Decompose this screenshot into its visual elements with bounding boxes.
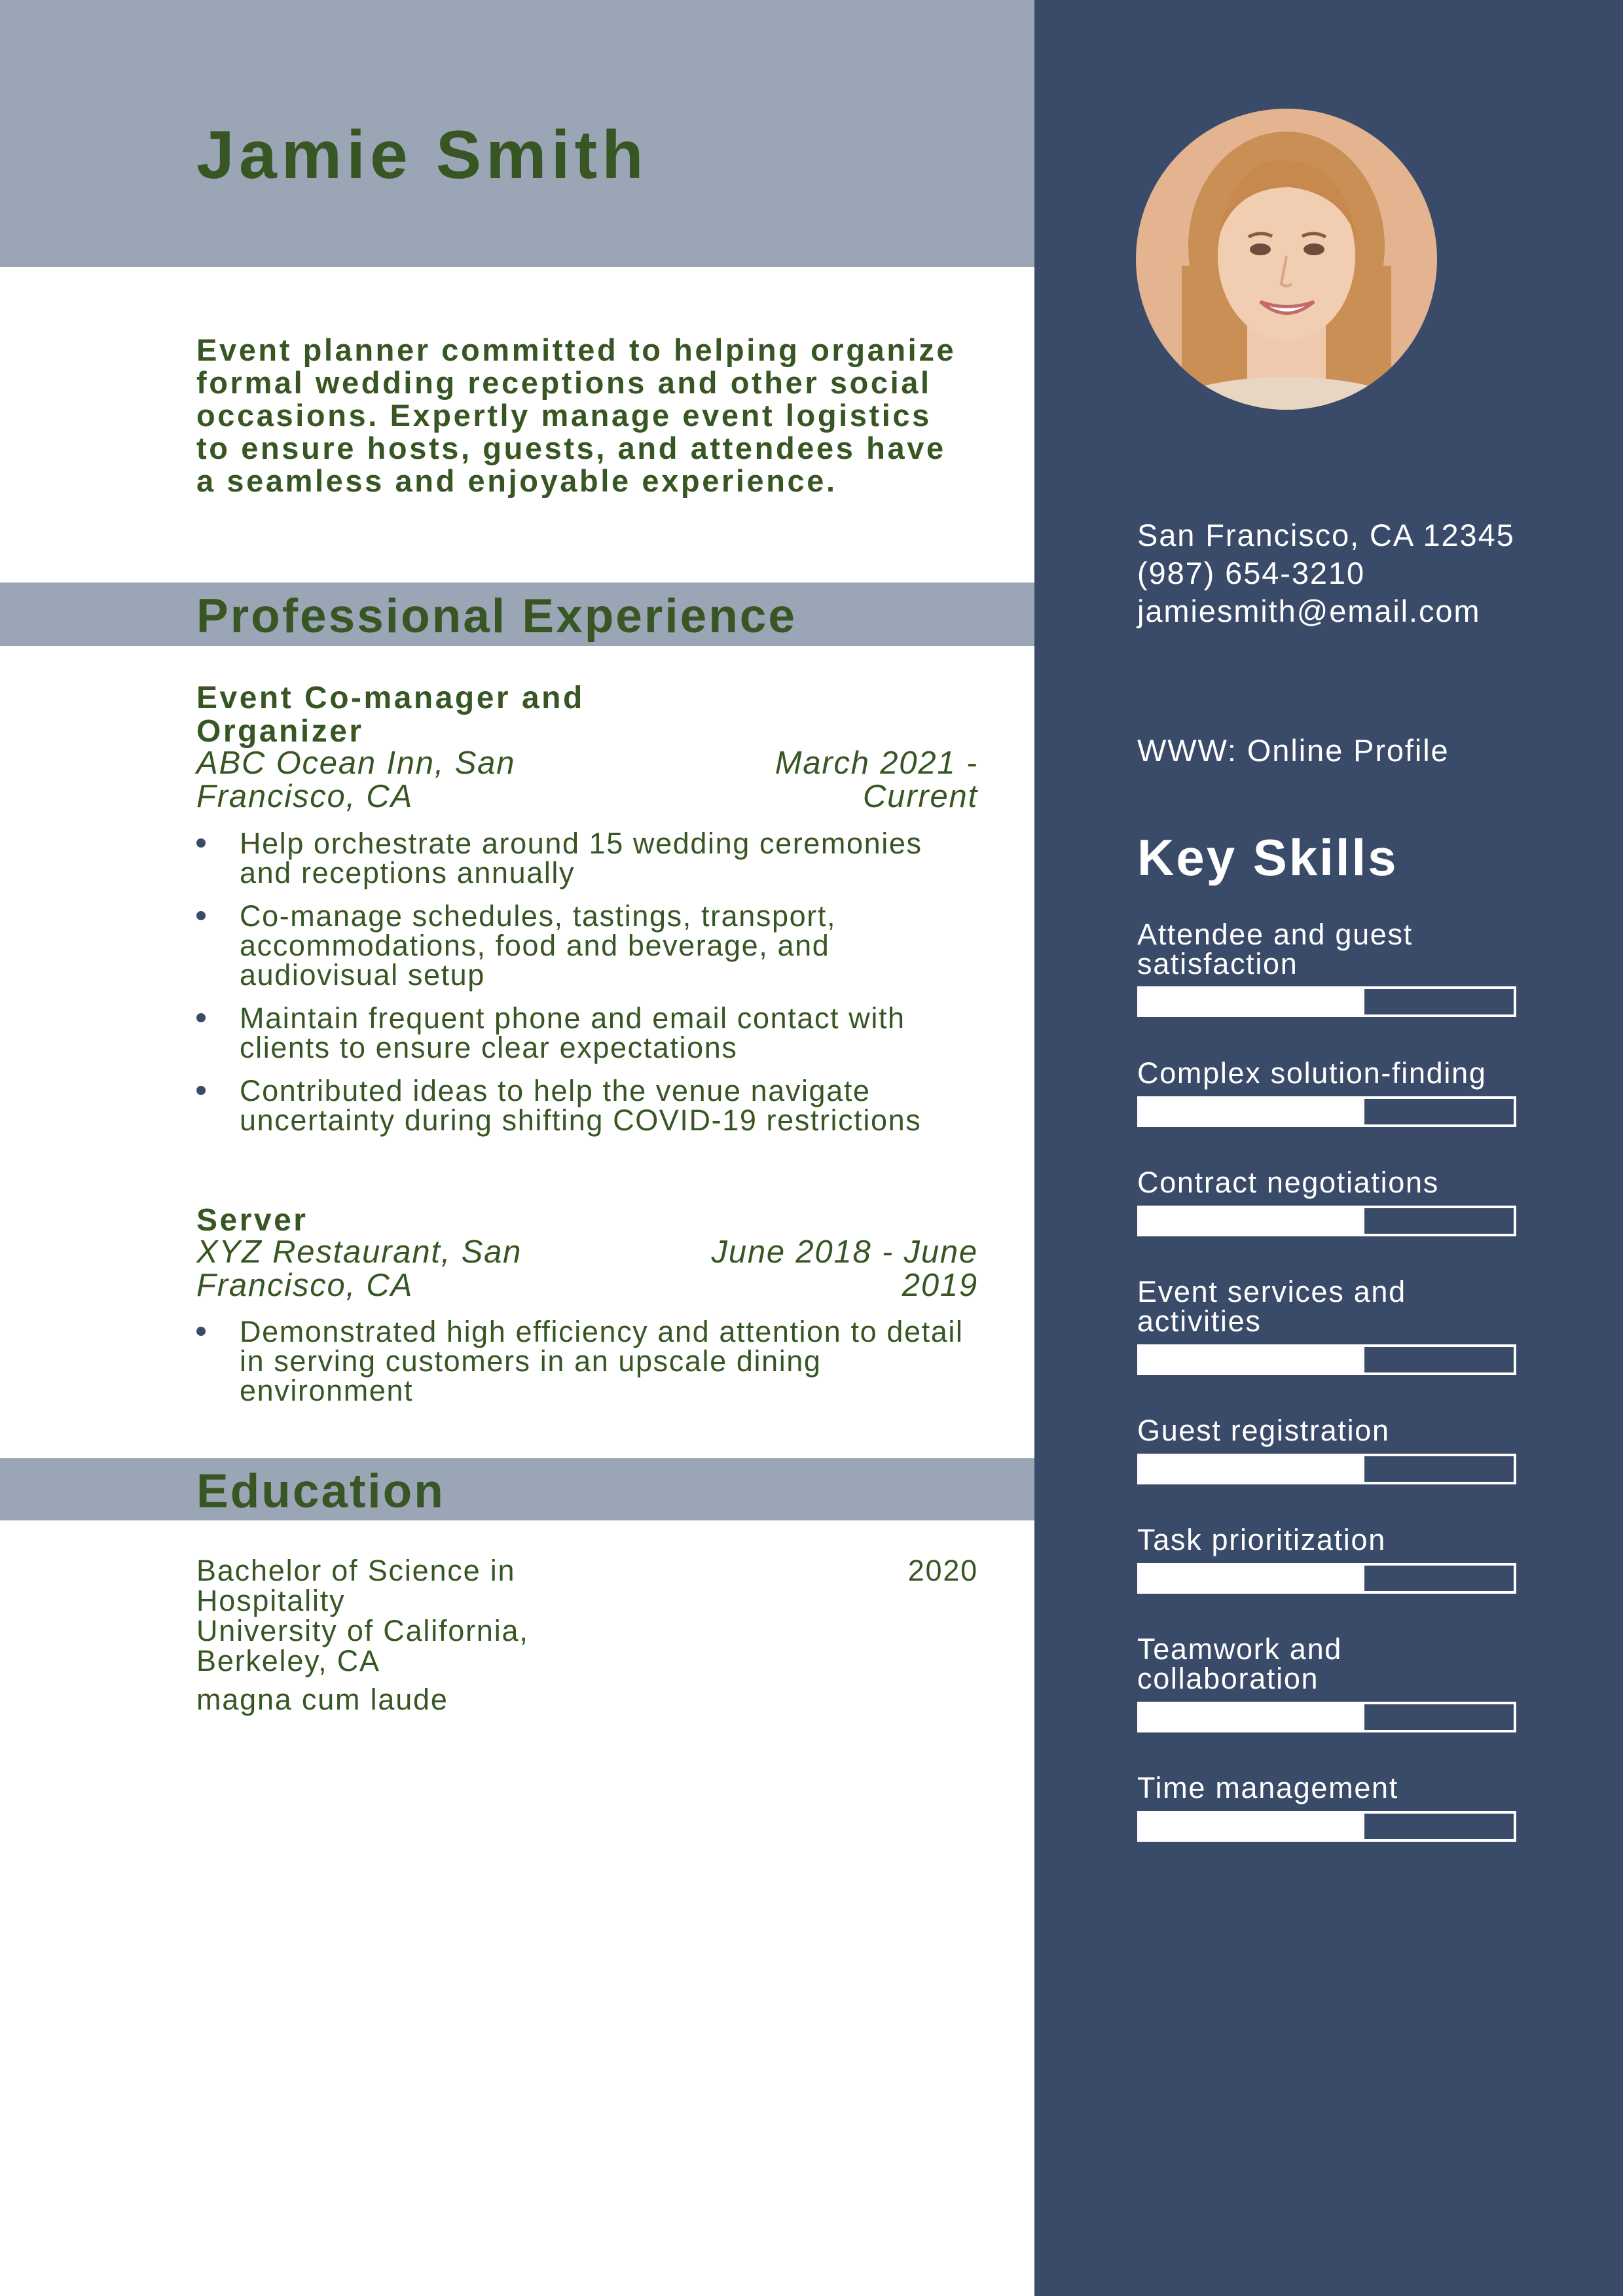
- skill-label: Teamwork and collaboration: [1137, 1632, 1343, 1695]
- skill-label: Time management: [1137, 1771, 1398, 1804]
- skill-level-fill: [1140, 1814, 1364, 1839]
- skill-level-bar: [1137, 1563, 1516, 1594]
- education-year: 2020: [907, 1554, 978, 1587]
- skills-section-title: Key Skills: [1137, 829, 1398, 886]
- skill-label: Contract negotiations: [1137, 1166, 1439, 1199]
- experience-section-title: Professional Experience: [196, 590, 797, 643]
- skill-level-bar: [1137, 1454, 1516, 1484]
- list-item: Co-manage schedules, tastings, transport, accommodations, food and beverage, and audiovisual setup: [196, 901, 982, 990]
- skill-level-bar: [1137, 1811, 1516, 1842]
- skill-level-bar: [1137, 986, 1516, 1017]
- job-dates: March 2021 - Current: [775, 745, 978, 814]
- skill-label: Event services and activities: [1137, 1275, 1406, 1338]
- job-title: Server: [196, 1203, 308, 1238]
- skill-label: Attendee and guest satisfaction: [1137, 918, 1413, 980]
- candidate-name: Jamie Smith: [196, 117, 648, 193]
- list-item: Contributed ideas to help the venue navigate uncertainty during shifting COVID-19 restrictions: [196, 1076, 982, 1135]
- bullet-icon: [196, 1086, 206, 1095]
- education-heading-band: [0, 1458, 1034, 1520]
- skill-level-fill: [1140, 1347, 1364, 1372]
- job-duties-list: [196, 1317, 982, 1419]
- contact-phone[interactable]: (987) 654-3210: [1137, 556, 1366, 590]
- skill-level-fill: [1140, 1456, 1364, 1482]
- education-honors: magna cum laude: [196, 1683, 448, 1716]
- skill-level-fill: [1140, 989, 1364, 1014]
- job-employer: ABC Ocean Inn, San Francisco, CA: [196, 745, 516, 814]
- skill-label: Task prioritization: [1137, 1523, 1386, 1556]
- job-title: Event Co-manager and Organizer: [196, 681, 585, 749]
- list-item: Maintain frequent phone and email contact with clients to ensure clear expectations: [196, 1003, 982, 1062]
- bullet-icon: [196, 1013, 206, 1022]
- list-item: Demonstrated high efficiency and attention to detail in serving customers in an upscale dining environment: [196, 1317, 982, 1405]
- skill-level-fill: [1140, 1099, 1364, 1124]
- profile-photo: [1136, 109, 1437, 410]
- job-employer: XYZ Restaurant, San Francisco, CA: [196, 1234, 522, 1303]
- list-item: Help orchestrate around 15 wedding ceremonies and receptions annually: [196, 829, 982, 888]
- bullet-icon: [196, 838, 206, 848]
- skill-level-bar: [1137, 1096, 1516, 1127]
- portrait-image: [1136, 109, 1437, 410]
- contact-email[interactable]: jamiesmith@email.com: [1137, 594, 1481, 628]
- contact-website[interactable]: WWW: Online Profile: [1137, 733, 1450, 768]
- job-dates: June 2018 - June 2019: [711, 1234, 978, 1303]
- skill-level-bar: [1137, 1344, 1516, 1375]
- skill-level-bar: [1137, 1206, 1516, 1236]
- education-section-title: Education: [196, 1465, 445, 1518]
- contact-address: San Francisco, CA 12345: [1137, 518, 1515, 552]
- skill-label: Guest registration: [1137, 1414, 1390, 1447]
- education-school: University of California, Berkeley, CA: [196, 1614, 529, 1677]
- bullet-icon: [196, 911, 206, 920]
- education-degree: Bachelor of Science in Hospitality: [196, 1554, 516, 1617]
- job-duties-list: [196, 829, 982, 1149]
- bullet-icon: [196, 1327, 206, 1336]
- skill-label: Complex solution-finding: [1137, 1056, 1487, 1090]
- skill-level-fill: [1140, 1566, 1364, 1591]
- skill-level-bar: [1137, 1702, 1516, 1732]
- skill-level-fill: [1140, 1704, 1364, 1730]
- professional-summary: Event planner committed to helping organize formal wedding receptions and other social occasions. Expertly manage event logistics to ensure hosts, guests, and attendees have a seamless and enjoyable experience.: [196, 332, 957, 498]
- skill-level-fill: [1140, 1208, 1364, 1234]
